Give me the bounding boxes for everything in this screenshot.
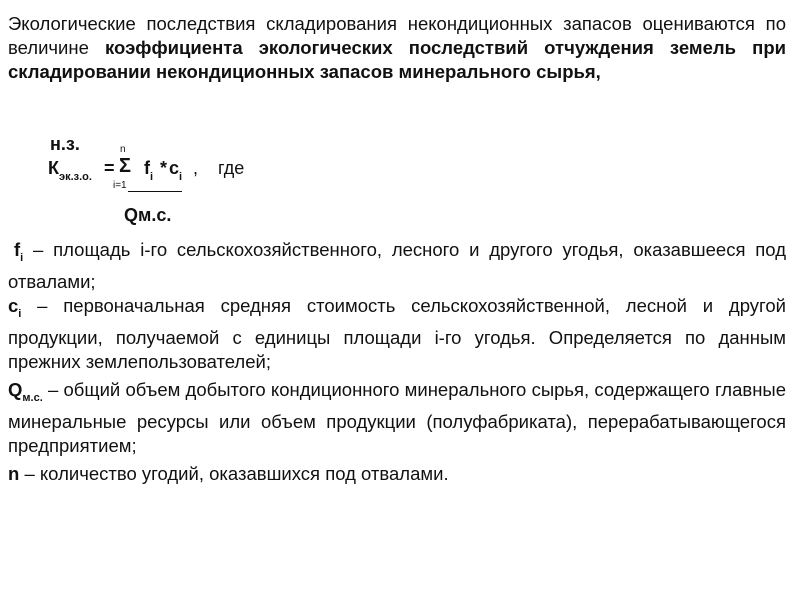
formula-comma: , xyxy=(193,158,199,178)
formula-f xyxy=(144,158,153,187)
definition-text: – общий объем добытого кондиционного минерального сырья, содержащего главные минеральные ресурсы или объем продукции (полуфабриката), перерабатывающегося предприятием; xyxy=(8,379,786,456)
formula-k-letter: К xyxy=(48,158,59,178)
definition-text: – площадь i-го сельскохозяйственного, лесного и другого угодья, оказавшееся под отвалами; xyxy=(8,239,786,292)
formula-f-subscript: i xyxy=(150,171,154,183)
formula-sigma: Σ xyxy=(119,155,132,177)
formula-equals: = xyxy=(104,158,115,178)
formula-f-letter: f xyxy=(144,158,150,178)
definition-c xyxy=(8,294,786,374)
formula-times: * xyxy=(160,158,168,178)
formula-k-subscript: эк.з.о. xyxy=(59,171,92,183)
formula-c-subscript: i xyxy=(179,171,183,183)
formula xyxy=(0,0,800,240)
formula-denominator: Qм.с. xyxy=(124,205,172,225)
intro-text: Экологические последствия складирования некондиционных запасов оцениваются по величине xyxy=(8,13,786,58)
definition-text: – количество угодий, оказавшихся под отвалами. xyxy=(19,463,449,484)
intro-bold-term: коэффициента экологических последствий отчуждения земель при складировании некондиционных запасов минерального сырья, xyxy=(8,37,786,82)
formula-c-letter: c xyxy=(169,158,180,178)
definition-symbol: n xyxy=(8,463,20,484)
formula-where: где xyxy=(218,158,245,178)
formula-c xyxy=(169,158,182,187)
formula-sum-lower: i=1 xyxy=(113,180,127,191)
definition-symbol: f xyxy=(14,239,21,260)
definition-symbol-subscript: i xyxy=(18,308,22,320)
definition-symbol-subscript: i xyxy=(20,252,24,264)
formula-sum-upper: n xyxy=(120,144,126,155)
formula-k xyxy=(48,158,92,187)
definition-symbol: c xyxy=(8,295,19,316)
definition-q xyxy=(8,378,786,458)
fraction-bar xyxy=(128,191,182,192)
definition-text: – первоначальная средняя стоимость сельскохозяйственной, лесной и другой продукции, получаемой с единицы площади i-го угодья. Определяется по данным прежних землепользователей; xyxy=(8,295,786,372)
formula-superscript: н.з. xyxy=(50,134,80,154)
definition-symbol-subscript: м.с. xyxy=(22,392,43,404)
definition-f xyxy=(8,238,786,294)
definition-n xyxy=(8,462,786,486)
definition-symbol: Q xyxy=(8,379,23,400)
